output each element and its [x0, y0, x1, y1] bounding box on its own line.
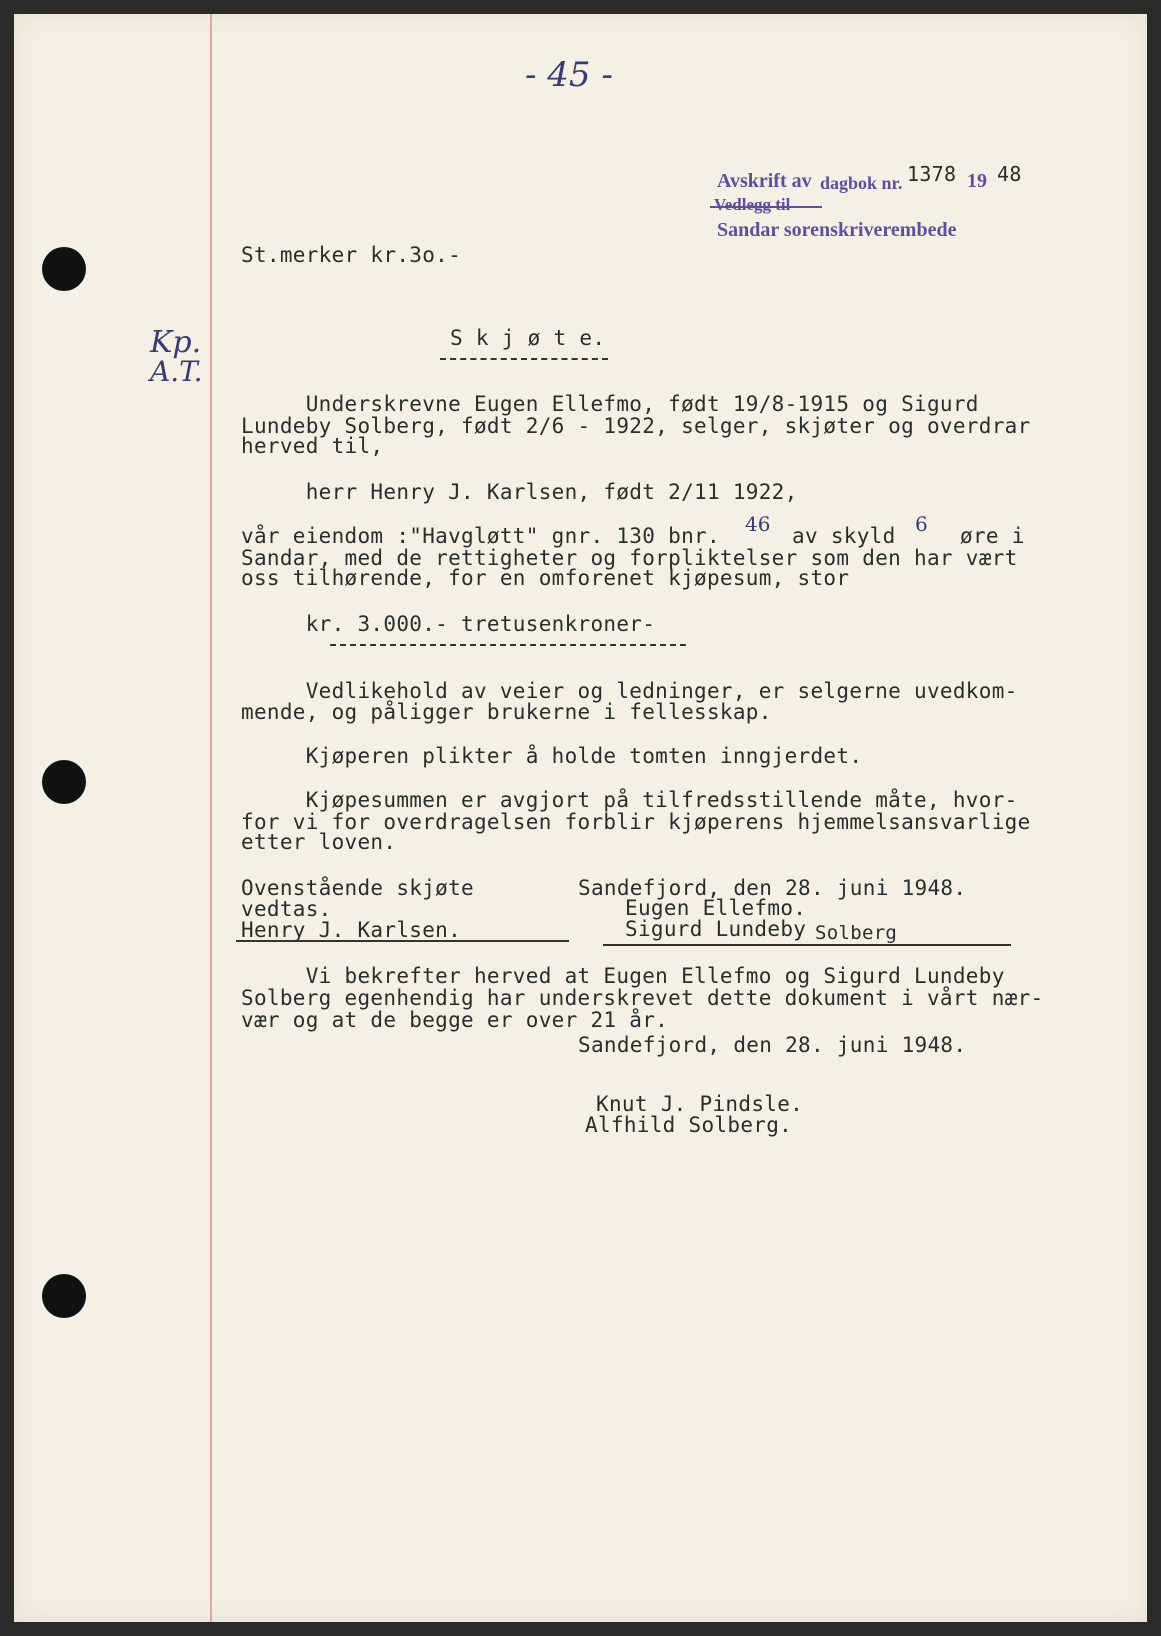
witness-signature: Alfhild Solberg. — [585, 1113, 793, 1137]
stamp-line1-a: Avskrift av — [717, 170, 812, 192]
maintenance-line: Vedlikehold av veier og ledninger, er selgerne uvedkom- — [241, 679, 1018, 703]
witness-line: Solberg egenhendig har underskrevet dette dokument i vårt nær- — [241, 986, 1044, 1010]
witness-line: vær og at de begge er over 21 år. — [241, 1008, 669, 1032]
margin-note-2: A.T. — [150, 355, 203, 388]
property-line: av skyld — [792, 524, 896, 548]
maintenance-line: mende, og påligger brukerne i fellesskap. — [241, 700, 772, 724]
diary-number: 1378 — [907, 162, 957, 186]
witness-place-date: Sandefjord, den 28. juni 1948. — [578, 1033, 967, 1057]
purchase-line: Kjøpesummen er avgjort på tilfredsstillende måte, hvor- — [241, 788, 1018, 812]
price-line: kr. 3.000.- tretusenkroner- — [241, 612, 656, 636]
property-line: vår eiendom :"Havgløtt" gnr. 130 bnr. — [241, 524, 720, 548]
stamp-year-b: 48 — [997, 162, 1022, 186]
witness-signature: Knut J. Pindsle. — [596, 1092, 804, 1116]
stamp-line3: Sandar sorenskriverembede — [717, 219, 957, 241]
margin-rule — [210, 14, 212, 1622]
purchase-line: for vi for overdragelsen forblir kjøperens hjemmelsansvarlige — [241, 810, 1031, 834]
bnr-number: 46 — [745, 512, 771, 536]
punch-hole — [42, 760, 86, 804]
property-line: oss tilhørende, for en omforenet kjøpesum, stor — [241, 566, 850, 590]
purchase-line: etter loven. — [241, 830, 397, 854]
buyer-line: herr Henry J. Karlsen, født 2/11 1922, — [241, 480, 798, 504]
seller-signature: Eugen Ellefmo. — [625, 896, 807, 920]
witness-line: Vi bekrefter herved at Eugen Ellefmo og Sigurd Lundeby — [241, 964, 1005, 988]
skyld-number: 6 — [915, 512, 928, 536]
seller-signature-suffix: Solberg — [815, 922, 898, 944]
page-number: - 45 - — [525, 55, 613, 95]
margin-note-1: Kp. — [150, 325, 202, 360]
seller-signature: Sigurd Lundeby — [625, 917, 807, 941]
intro-line: herved til, — [241, 434, 384, 458]
stamp-fee: St.merker kr.3o.- — [241, 243, 462, 267]
intro-line: Underskrevne Eugen Ellefmo, født 19/8-1915 og Sigurd — [241, 392, 979, 416]
stamp-strike — [710, 206, 822, 208]
accept-line: Ovenstående skjøte — [241, 876, 474, 900]
property-line: Sandar, med de rettigheter og forpliktelser som den har vært — [241, 546, 1018, 570]
punch-hole — [42, 1274, 86, 1318]
sellers-place-date: Sandefjord, den 28. juni 1948. — [578, 876, 967, 900]
punch-hole — [42, 247, 86, 291]
stamp-line1-b: dagbok nr. — [820, 173, 903, 193]
property-line: øre i — [960, 524, 1025, 548]
buyer-signature-line — [236, 940, 569, 942]
buyer-signature: Henry J. Karlsen. — [241, 918, 462, 942]
seller-signature-line — [603, 944, 1011, 946]
title-underline — [440, 358, 608, 360]
stamp-year-a: 19 — [967, 170, 987, 192]
document-title: S k j ø t e. — [450, 326, 606, 350]
price-underline — [330, 644, 686, 646]
accept-line: vedtas. — [241, 897, 332, 921]
fence-line: Kjøperen plikter å holde tomten inngjerdet. — [241, 744, 863, 768]
intro-line: Lundeby Solberg, født 2/6 - 1922, selger, skjøter og overdrar — [241, 414, 1031, 438]
stamp-line2: Vedlegg til — [714, 195, 791, 214]
